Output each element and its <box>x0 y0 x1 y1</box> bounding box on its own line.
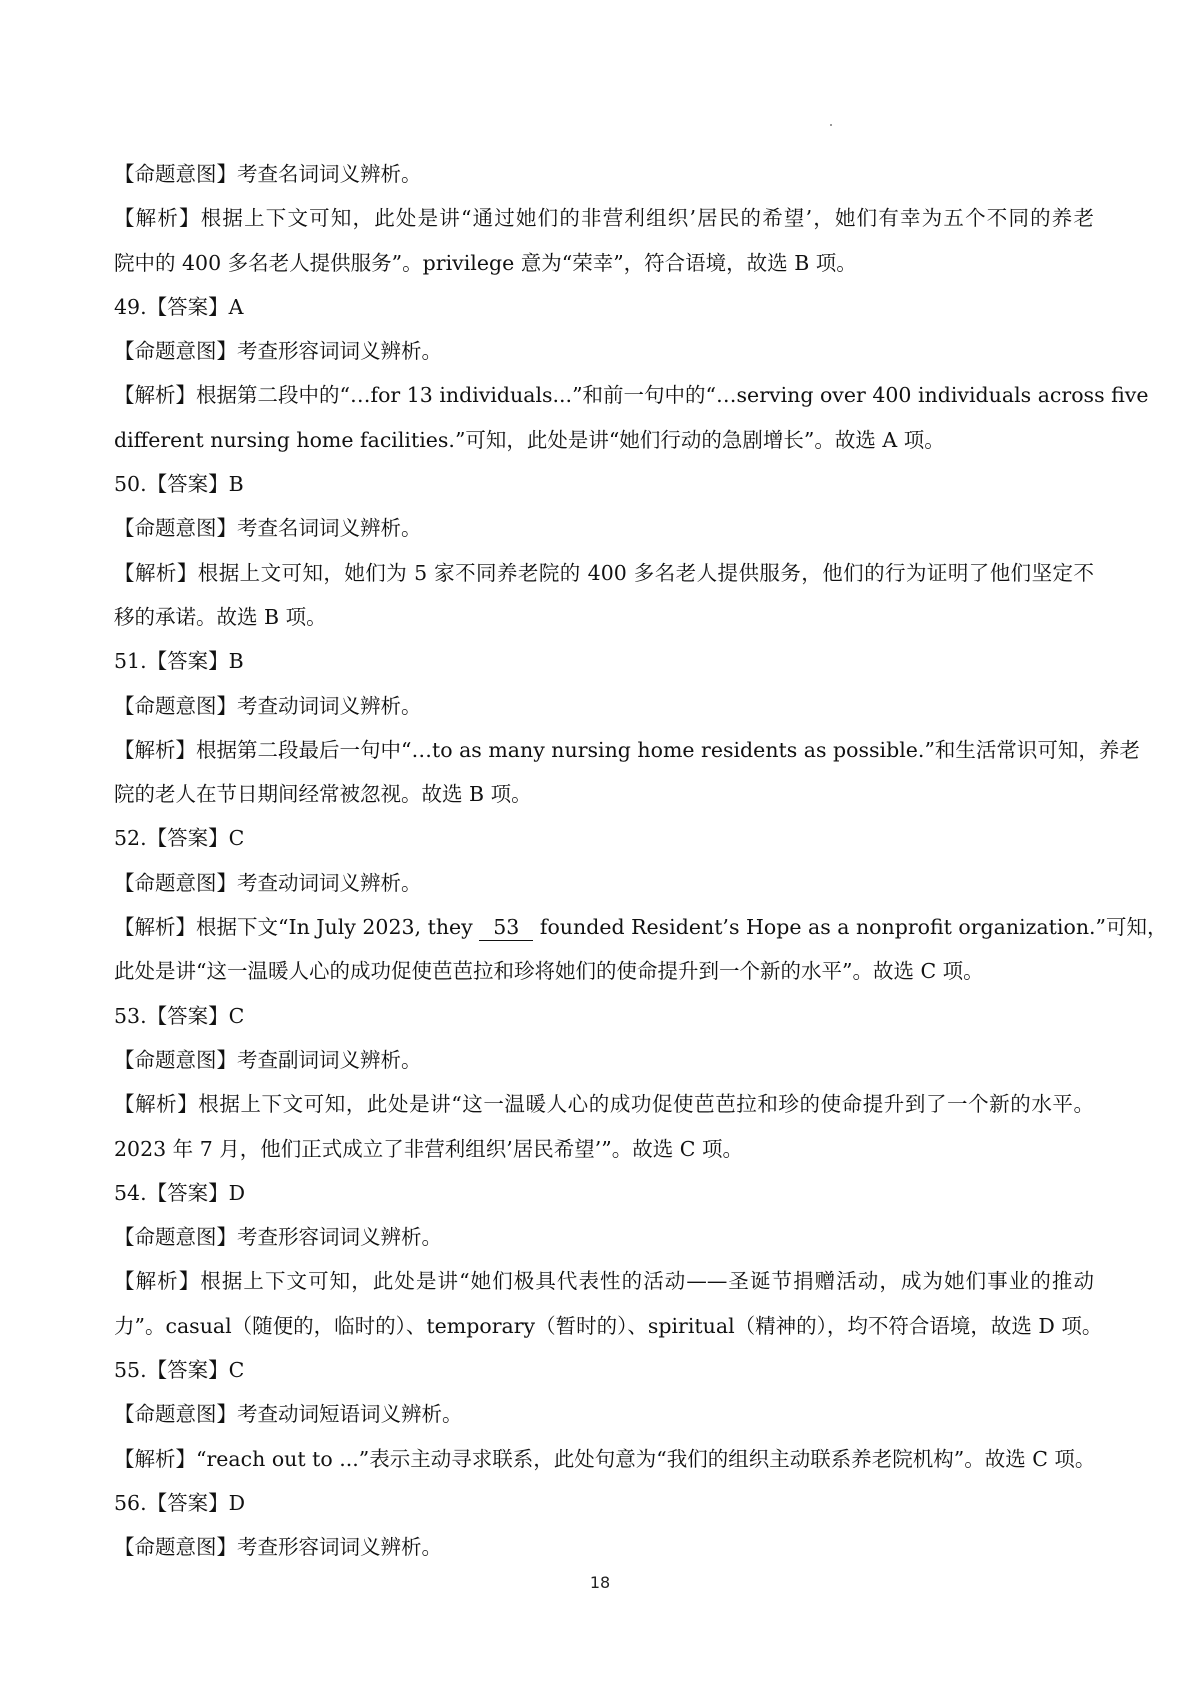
text-line: 【命题意图】考查动词短语词义辨析。 <box>114 1402 463 1427</box>
text-line: 【解析】根据上文可知，她们为 5 家不同养老院的 400 多名老人提供服务，他们的行为证明了他们坚定不 <box>114 560 1094 585</box>
text-segment: 【解析】根据下文“In July 2023, they <box>114 915 480 940</box>
text-line: 56.【答案】D <box>114 1490 246 1515</box>
text-line: 力”。casual（随便的，临时的）、temporary（暂时的）、spiritual（精神的），均不符合语境，故选 D 项。 <box>114 1313 1103 1338</box>
text-line: 【命题意图】考查名词词义辨析。 <box>114 162 422 186</box>
text-line: 50.【答案】B <box>114 472 244 497</box>
text-line: 院中的 400 多名老人提供服务”。privilege 意为“荣幸”，符合语境，故选 B 项。 <box>114 250 857 275</box>
text-line: 【命题意图】考查形容词词义辨析。 <box>114 1535 442 1560</box>
text-segment: founded Resident’s Hope as a nonprofit organization.”可知， <box>533 915 1168 940</box>
blank-number: 53 <box>479 914 533 941</box>
text-line: 【命题意图】考查动词词义辨析。 <box>114 693 422 718</box>
text-line: 【命题意图】考查形容词词义辨析。 <box>114 339 442 364</box>
text-line: 【解析】“reach out to ...”表示主动寻求联系，此处句意为“我们的组织主动联系养老院机构”。故选 C 项。 <box>114 1446 1096 1471</box>
scan-speck <box>830 124 832 126</box>
text-line: 移的承诺。故选 B 项。 <box>114 604 327 629</box>
text-line: 院的老人在节日期间经常被忽视。故选 B 项。 <box>114 782 532 807</box>
answer-explanation-text <box>114 152 1168 1570</box>
text-line: 2023 年 7 月，他们正式成立了非营利组织’居民希望’”。故选 C 项。 <box>114 1136 743 1161</box>
text-line: 52.【答案】C <box>114 826 245 851</box>
text-line: 55.【答案】C <box>114 1358 245 1383</box>
text-line: 此处是讲“这一温暖人心的成功促使芭芭拉和珍将她们的使命提升到一个新的水平”。故选 C 项。 <box>114 959 984 984</box>
text-line: 【命题意图】考查副词词义辨析。 <box>114 1047 422 1072</box>
text-line: 【命题意图】考查名词词义辨析。 <box>114 516 422 541</box>
text-line: 【解析】根据第二段中的“…for 13 individuals...”和前一句中的“…serving over 400 individuals across five <box>114 383 1149 408</box>
text-line <box>114 905 1168 949</box>
text-line: 54.【答案】D <box>114 1180 246 1205</box>
text-line: 49.【答案】A <box>114 294 244 319</box>
text-line: different nursing home facilities.”可知，此处是讲“她们行动的急剧增长”。故选 A 项。 <box>114 427 945 452</box>
page-number: 18 <box>589 1573 611 1592</box>
text-line: 【解析】根据上下文可知，此处是讲“这一温暖人心的成功促使芭芭拉和珍的使命提升到了一个新的水平。 <box>114 1092 1094 1117</box>
text-line: 【解析】根据上下文可知，此处是讲“她们极具代表性的活动——圣诞节捐赠活动，成为她们事业的推动 <box>114 1269 1094 1294</box>
text-line: 51.【答案】B <box>114 649 244 674</box>
text-line: 【解析】根据第二段最后一句中“…to as many nursing home residents as possible.”和生活常识可知，养老 <box>114 737 1140 762</box>
text-line: 53.【答案】C <box>114 1003 245 1028</box>
text-line: 【解析】根据上下文可知，此处是讲“通过她们的非营利组织’居民的希望’，她们有幸为五个不同的养老 <box>114 206 1094 231</box>
text-line: 【命题意图】考查形容词词义辨析。 <box>114 1225 442 1250</box>
text-line: 【命题意图】考查动词词义辨析。 <box>114 870 422 895</box>
